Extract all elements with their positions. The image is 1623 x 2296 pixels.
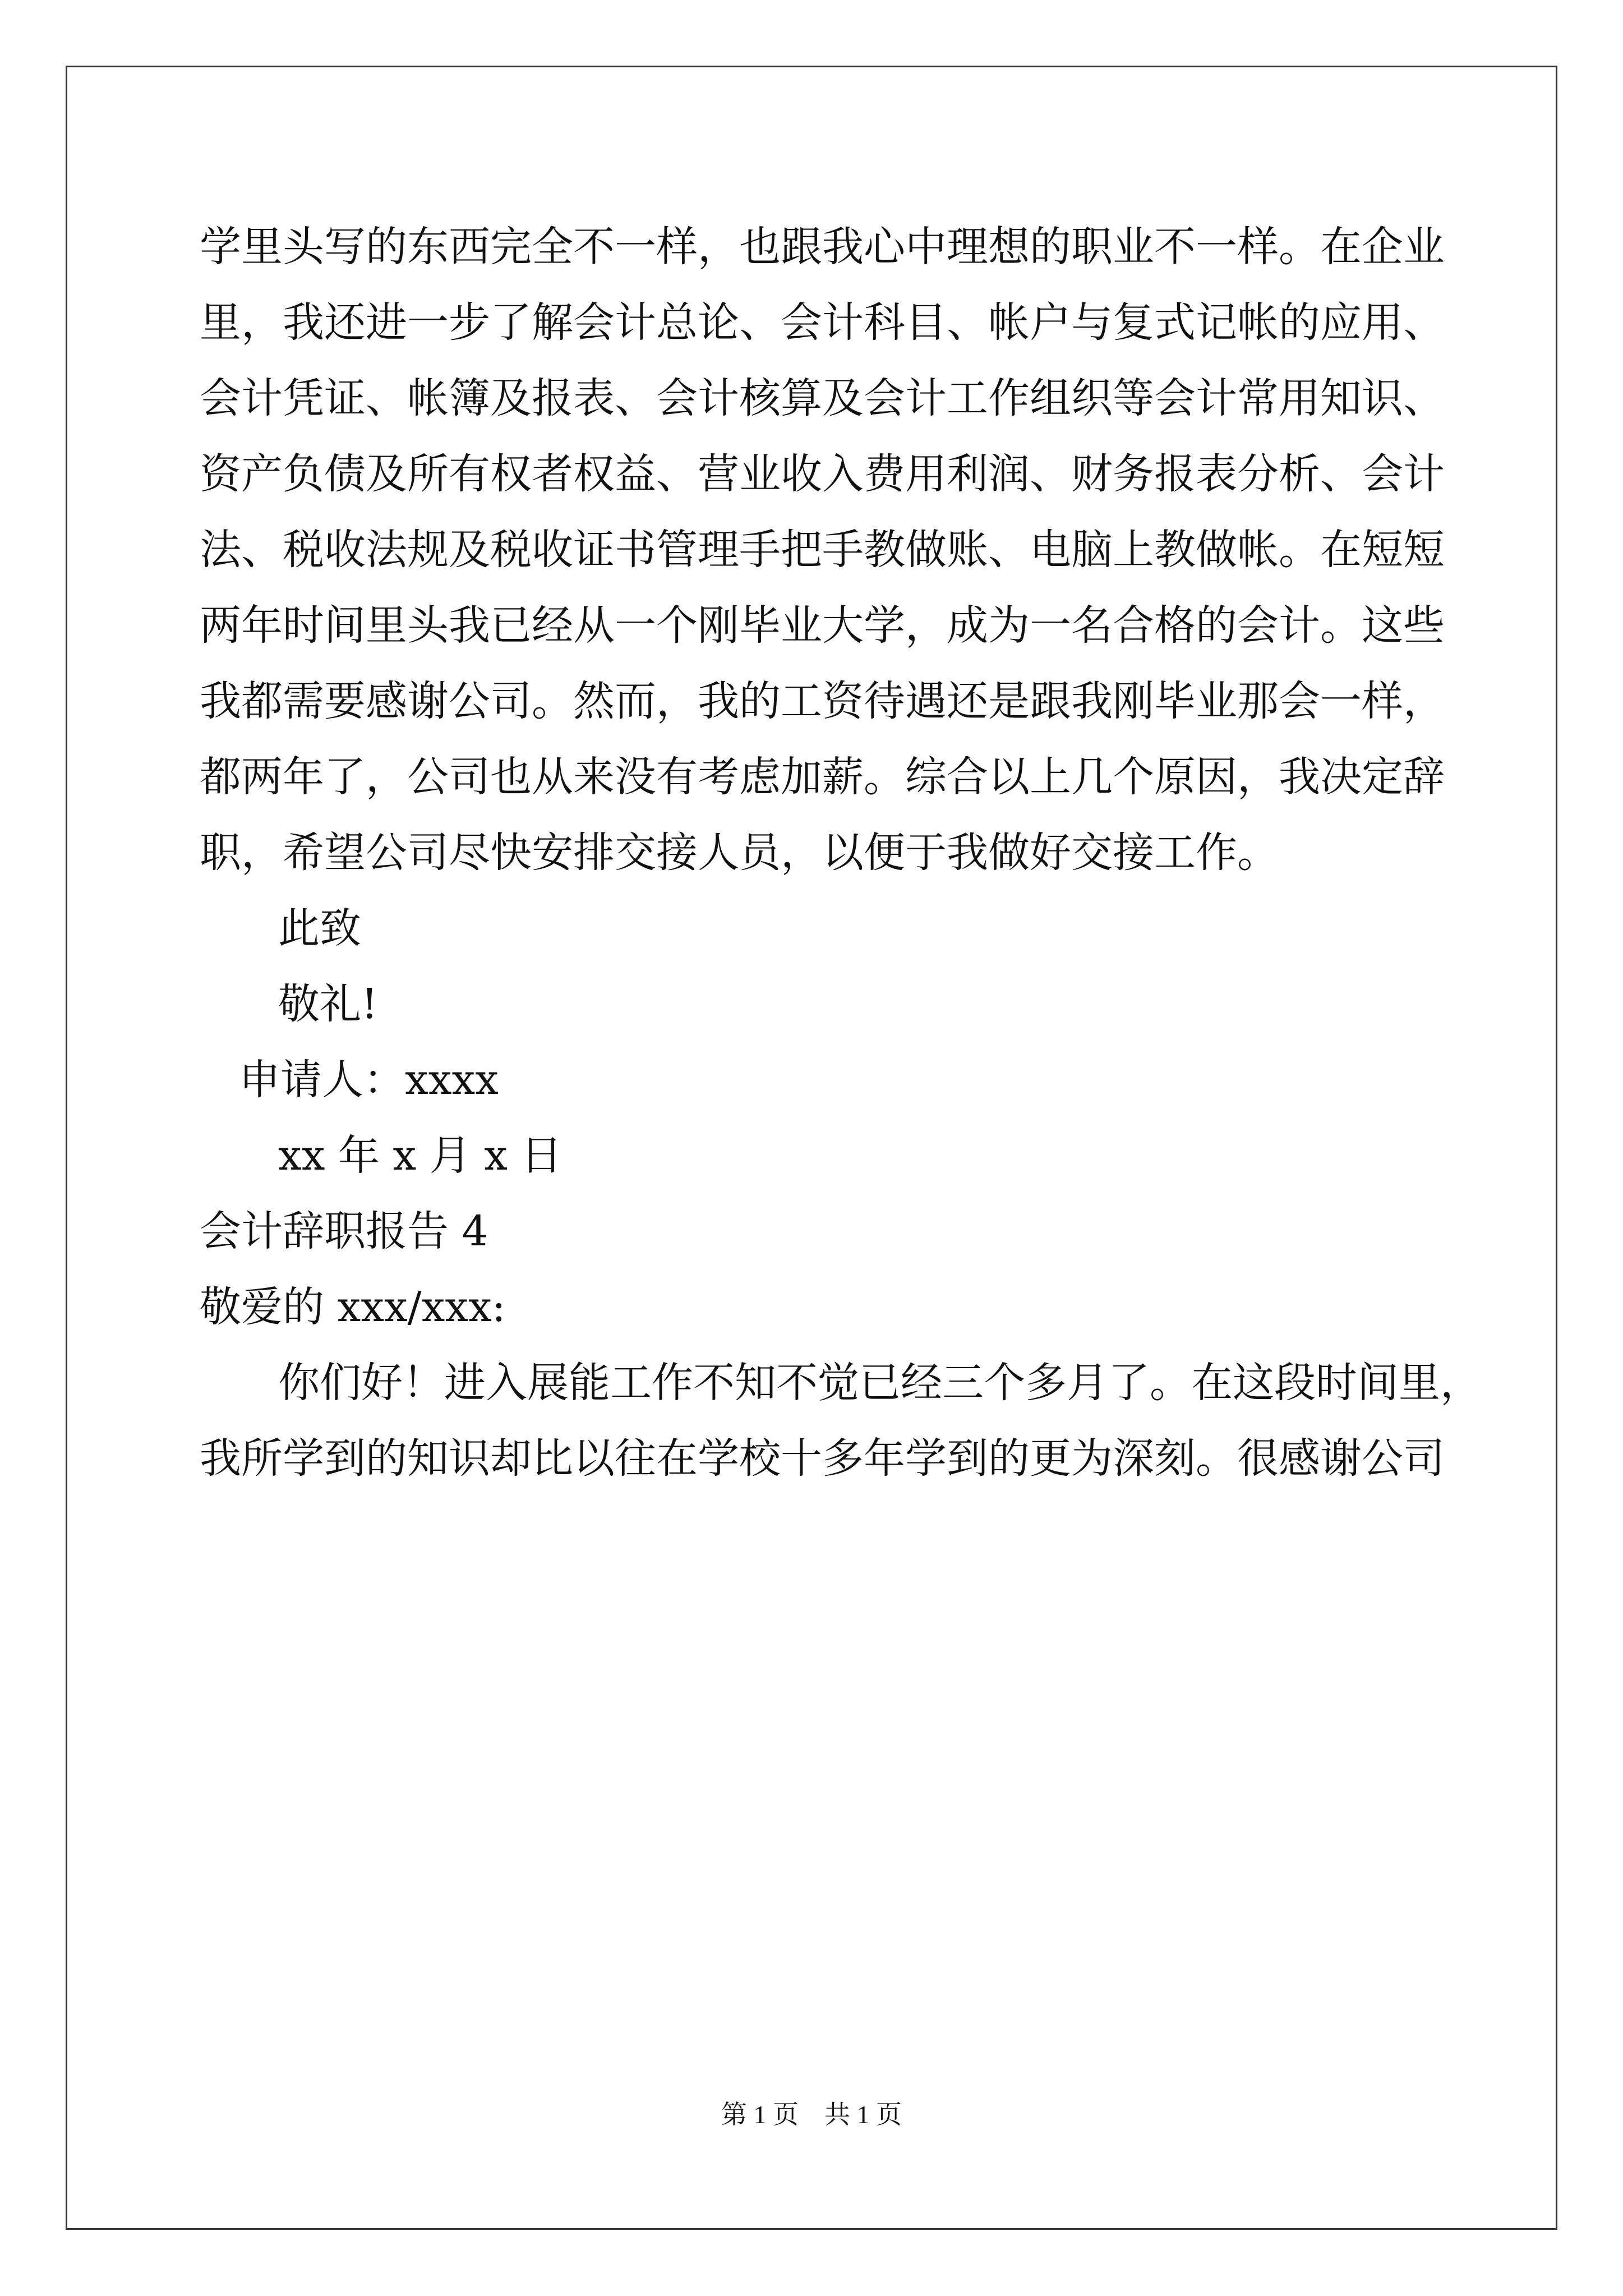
body-line-2: 里，我还进一步了解会计总论、会计科目、帐户与复式记帐的应用、 — [200, 298, 1445, 347]
section-title: 会计辞职报告 4 — [200, 1207, 488, 1255]
body-line-9: 职，希望公司尽快安排交接人员，以便于我做好交接工作。 — [200, 829, 1279, 877]
closing-regards: 敬礼! — [278, 980, 378, 1028]
body-line-5: 法、税收法规及税收证书管理手把手教做账、电脑上教做帐。在短短 — [200, 526, 1445, 574]
closing-greeting: 此致 — [278, 904, 361, 953]
body-line-3: 会计凭证、帐簿及报表、会计核算及会计工作组织等会计常用知识、 — [200, 374, 1445, 422]
body-line-4: 资产负债及所有权者权益、营业收入费用利润、财务报表分析、会计 — [200, 450, 1445, 498]
salutation: 敬爱的 xxx/xxx: — [200, 1283, 506, 1331]
body-line-8: 都两年了，公司也从来没有考虑加薪。综合以上几个原因，我决定辞 — [200, 753, 1445, 801]
page-footer: 第 1 页 共 1 页 — [721, 2100, 902, 2129]
body-line-7: 我都需要感谢公司。然而，我的工资待遇还是跟我刚毕业那会一样， — [200, 677, 1445, 725]
para2-line-1: 你们好！进入展能工作不知不觉已经三个多月了。在这段时间里， — [278, 1359, 1482, 1407]
body-line-1: 学里头写的东西完全不一样，也跟我心中理想的职业不一样。在企业 — [200, 223, 1445, 271]
body-line-6: 两年时间里头我已经从一个刚毕业大学，成为一名合格的会计。这些 — [200, 601, 1445, 650]
letter-date: xx 年 x 月 x 日 — [278, 1131, 562, 1180]
para2-line-2: 我所学到的知识却比以往在学校十多年学到的更为深刻。很感谢公司 — [200, 1434, 1445, 1483]
applicant-signature: 申请人：xxxx — [239, 1056, 499, 1104]
